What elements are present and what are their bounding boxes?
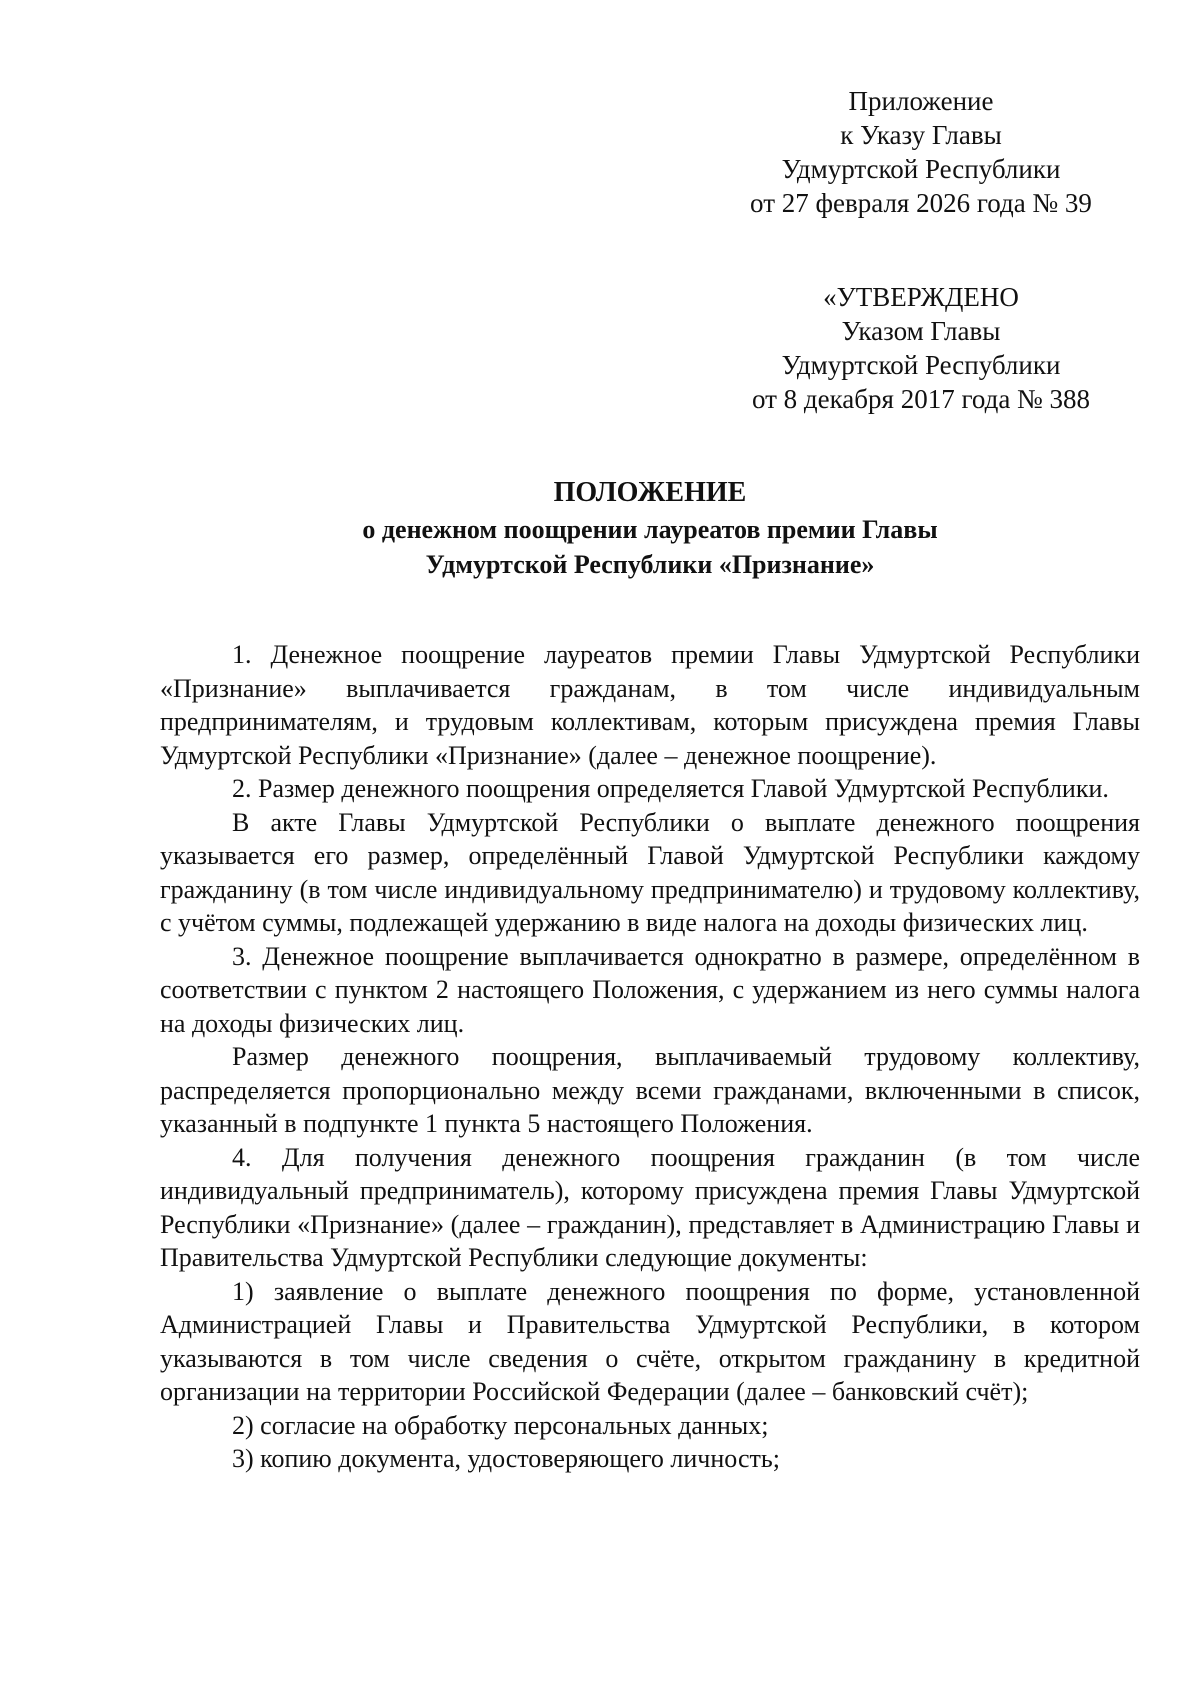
paragraph-5: Размер денежного поощрения, выплачиваемый трудовому коллективу, распределяется пропорционально между всеми гражданами, включенными в список, указанный в подпункте 1 пункта 5 настоящего Положения. (160, 1042, 1140, 1138)
list-item-3: 3) копию документа, удостоверяющего личность; (232, 1444, 780, 1473)
document-title (160, 476, 1140, 582)
list-item-2: 2) согласие на обработку персональных данных; (232, 1410, 769, 1440)
title-subtitle-line-2: Удмуртской Республики «Признание» (425, 550, 875, 579)
approval-line-2: Указом Главы (841, 316, 1001, 346)
paragraph-4: 3. Денежное поощрение выплачивается однократно в размере, определённом в соответствии с пунктом 2 настоящего Положения, с удержанием из него суммы налога на доходы физических лиц. (160, 941, 1140, 1038)
paragraph-2: 2. Размер денежного поощрения определяется Главой Удмуртской Республики. (232, 774, 1109, 803)
paragraph-6: 4. Для получения денежного поощрения гражданин (в том числе индивидуальный предприниматель), которому присуждена премия Главы Удмуртской Республики «Признание» (далее – гражданин), представляет в Администрацию Главы и Правительства Удмуртской Республики следующие документы: (160, 1142, 1140, 1272)
approval-line-1: «УТВЕРЖДЕНО (823, 282, 1019, 312)
annex-line-1: Приложение (848, 86, 994, 116)
annex-line-3: Удмуртской Республики (781, 154, 1061, 184)
title-main: ПОЛОЖЕНИЕ (553, 477, 747, 508)
paragraph-3: В акте Главы Удмуртской Республики о выплате денежного поощрения указывается его размер, определённый Главой Удмуртской Республики каждому гражданину (в том числе индивидуальному предпринимателю) и трудовому коллективу, с учётом суммы, подлежащей удержанию в виде налога на доходы физических лиц. (160, 807, 1140, 937)
list-item-1: 1) заявление о выплате денежного поощрения по форме, установленной Администрацией Главы и Правительства Удмуртской Республики, в котором указываются в том числе сведения о счёте, открытом гражданину в кредитной организации на территории Российской Федерации (далее – банковский счёт); (160, 1276, 1140, 1406)
approval-line-3: Удмуртской Республики (781, 350, 1061, 380)
approval-stamp (736, 280, 1106, 416)
document-body (160, 638, 1140, 1476)
paragraph-1: 1. Денежное поощрение лауреатов премии Главы Удмуртской Республики «Признание» выплачивается гражданам, в том числе индивидуальным предпринимателям, и трудовым коллективам, которым присуждена премия Главы Удмуртской Республики «Признание» (далее – денежное поощрение). (160, 640, 1140, 770)
annex-line-4: от 27 февраля 2026 года № 39 (750, 188, 1092, 218)
approval-line-4: от 8 декабря 2017 года № 388 (751, 384, 1091, 414)
annex-header (736, 84, 1106, 220)
title-subtitle-line-1: о денежном поощрении лауреатов премии Главы (362, 515, 938, 544)
annex-line-2: к Указу Главы (840, 120, 1002, 150)
